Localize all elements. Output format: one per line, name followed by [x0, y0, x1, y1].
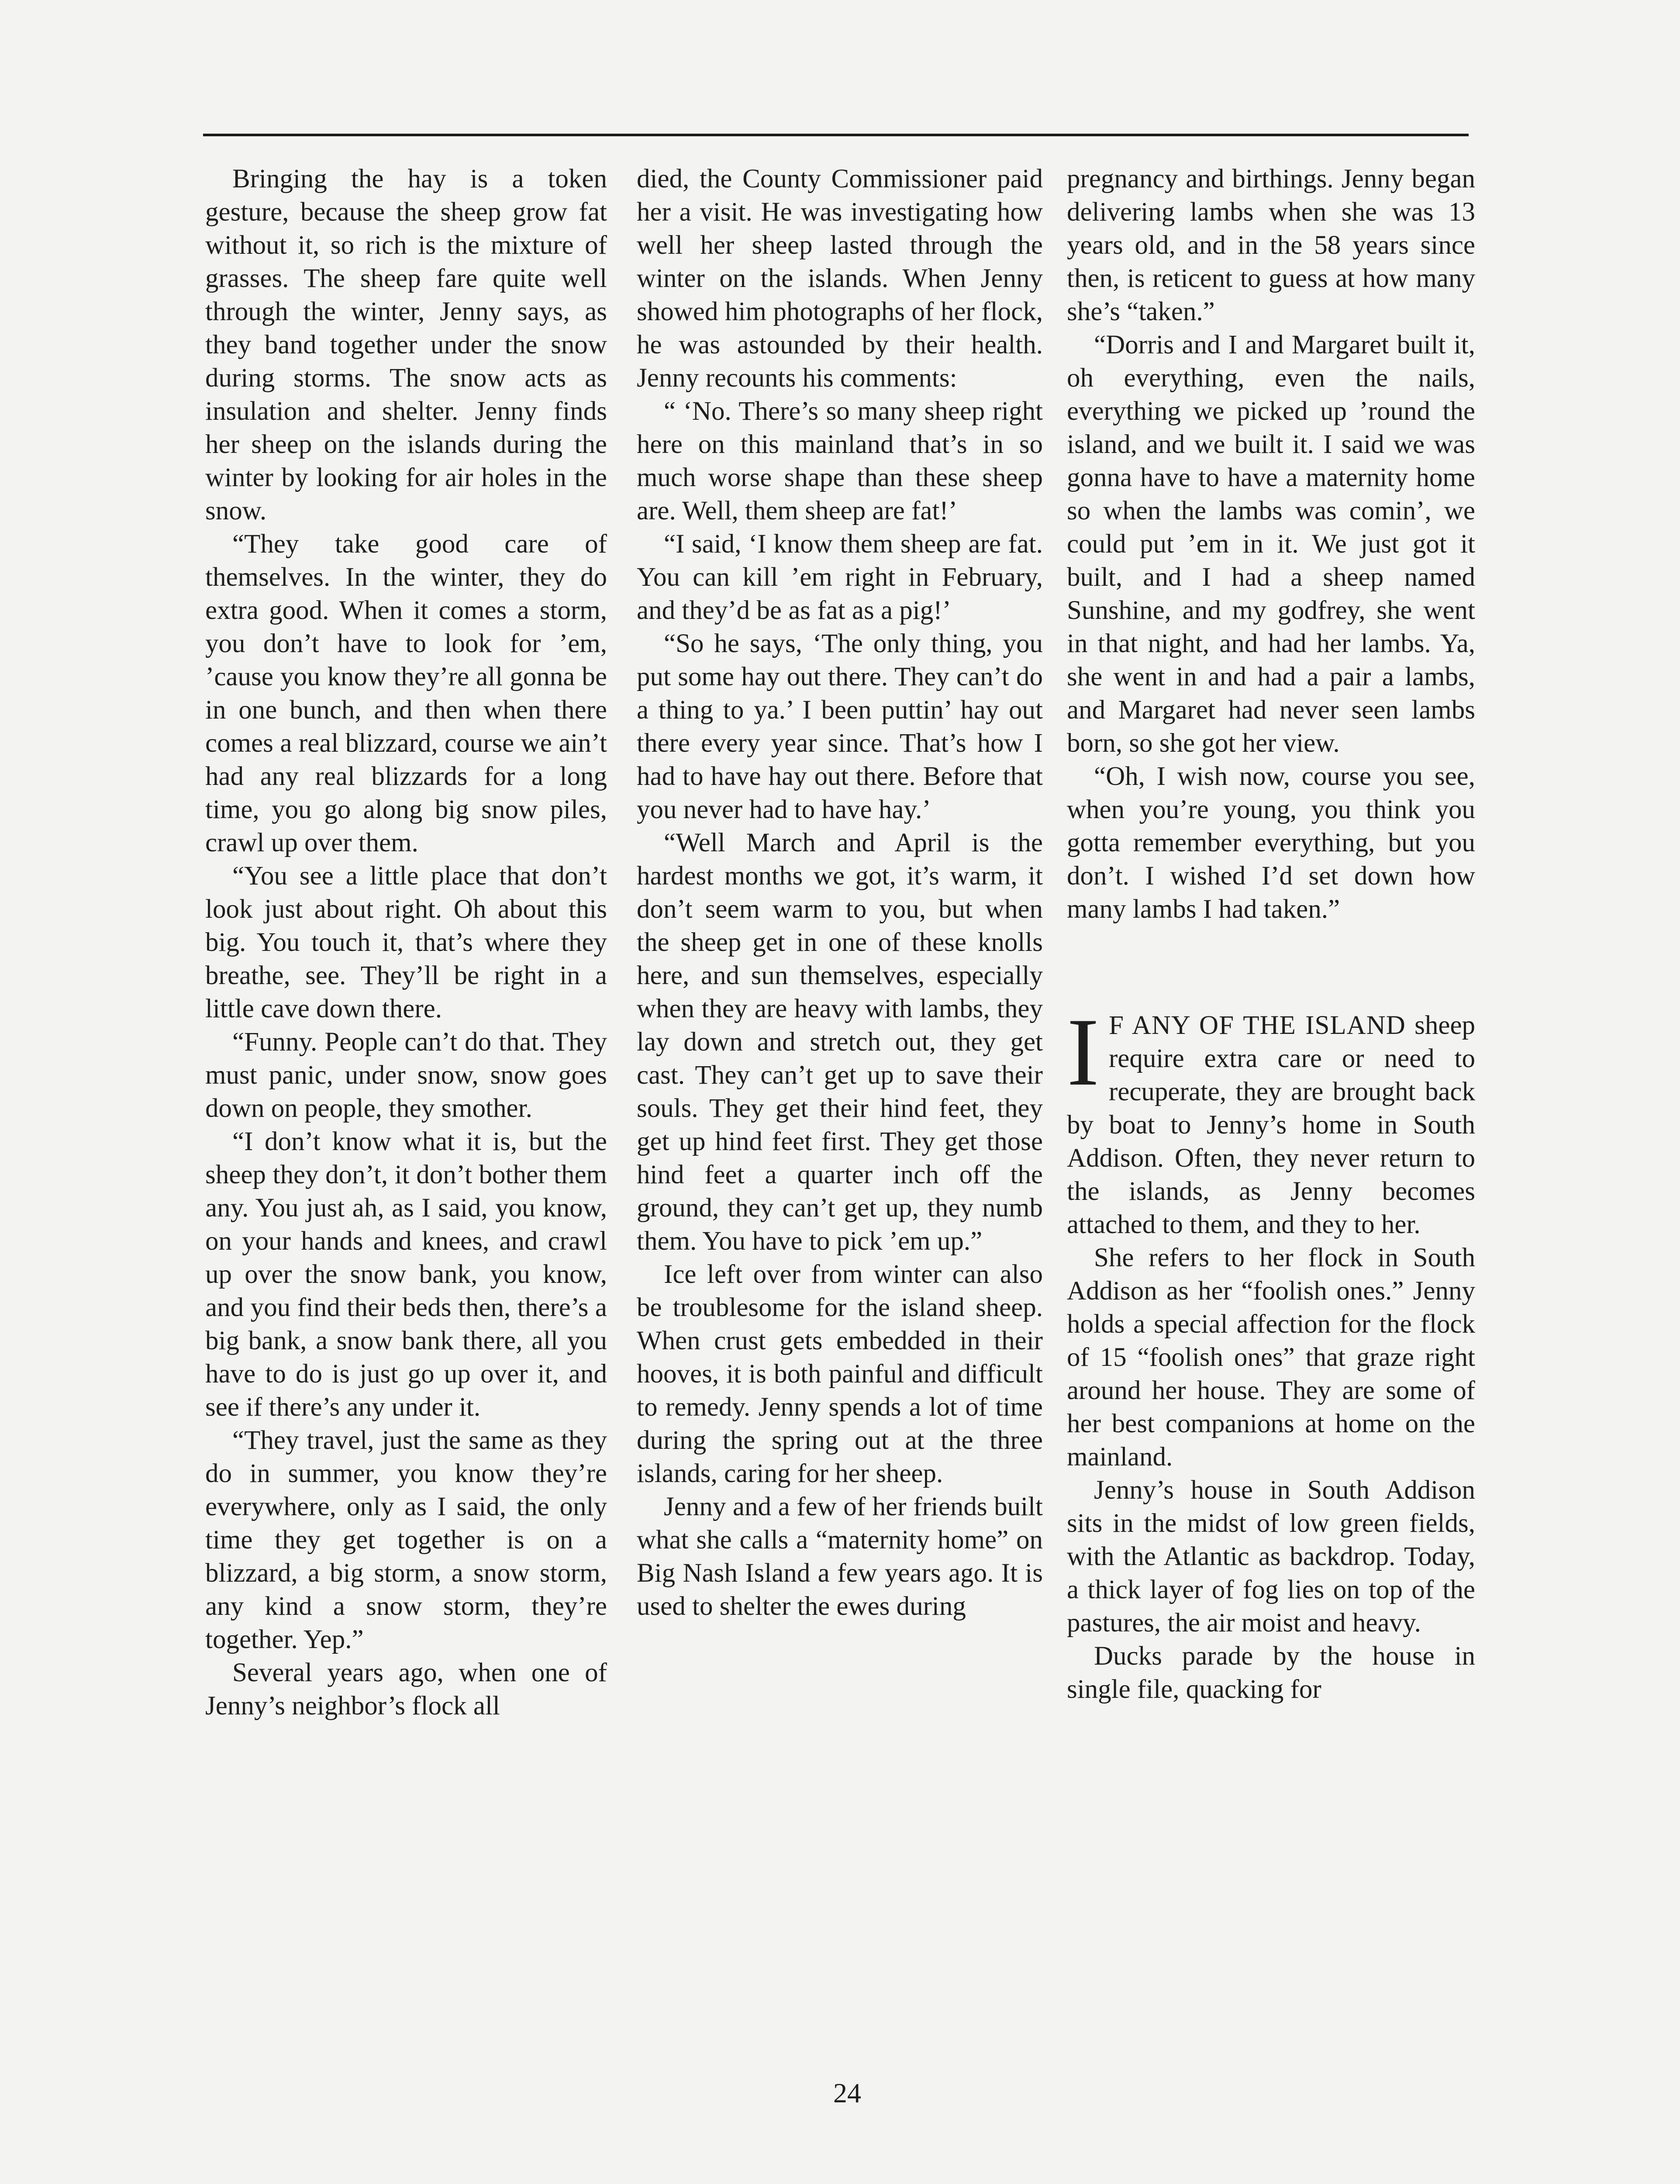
paragraph: “Funny. People can’t do that. They must panic, under snow, snow goes down on people, they smother. — [205, 1027, 607, 1123]
paragraph: Jenny and a few of her friends built what she calls a “maternity home” on Big Nash Island a few years ago. It is used to shelter the ewes during — [637, 1492, 1043, 1621]
paragraph: Ducks parade by the house in single file, quacking for — [1067, 1641, 1475, 1704]
paragraph: “Dorris and I and Margaret built it, oh everything, even the nails, everything we picked up ’round the island, and we built it. I said we was gonna have to have a maternity home so when the lambs was comin’, we could put ’em in it. We just got it built, and I had a sheep named Sunshine, and my godfrey, she went in that night, and had her lambs. Ya, she went in and had a pair a lambs, and Margaret had never seen lambs born, so she got her view. — [1067, 330, 1475, 758]
paragraph: Jenny’s house in South Addison sits in the midst of low green fields, with the Atlantic as backdrop. Today, a thick layer of fog lies on top of the pastures, the air moist and heavy. — [1067, 1476, 1475, 1638]
paragraph: “So he says, ‘The only thing, you put some hay out there. They can’t do a thing to ya.’ I been puttin’ hay out there every year since. That’s how I had to have hay out there. Before that you never had to have hay.’ — [637, 629, 1043, 824]
paragraph-continued: died, the County Commissioner paid her a visit. He was investigating how well her sheep lasted through the winter on the islands. When Jenny showed him photographs of her flock, he was astounded by their health. Jenny recounts his comments: — [637, 164, 1043, 393]
page-number: 24 — [833, 2077, 861, 2108]
paragraph: She refers to her flock in South Addison as her “foolish ones.” Jenny holds a special affection for the flock of 15 “foolish ones” that graze right around her house. They are some of her best companions at home on the mainland. — [1067, 1243, 1475, 1472]
paragraph: “They travel, just the same as they do in summer, you know they’re everywhere, only as I said, the only time they get together is on a blizzard, a big storm, a snow storm, any kind a snow storm, they’re together. Yep.” — [205, 1426, 607, 1654]
drop-cap: I — [1067, 999, 1099, 1106]
article-column-3 — [1067, 162, 1475, 1706]
article-column-1 — [205, 162, 607, 1723]
paragraph: “I don’t know what it is, but the sheep they don’t, it don’t bother them any. You just ah, as I said, you know, on your hands and knees, and crawl up over the snow bank, you know, and you find their beds then, there’s a big bank, a snow bank there, all you have to do is just go up over it, and see if there’s any under it. — [205, 1127, 607, 1422]
paragraph: “They take good care of themselves. In the winter, they do extra good. When it comes a storm, you don’t have to look for ’em, ’cause you know they’re all gonna be in one bunch, and then when there comes a real blizzard, course we ain’t had any real blizzards for a long time, you go along big snow piles, crawl up over them. — [205, 529, 607, 857]
paragraph: Bringing the hay is a token gesture, because the sheep grow fat without it, so rich is the mixture of grasses. The sheep fare quite well through the winter, Jenny says, as they band together under the snow during storms. The snow acts as insulation and shelter. Jenny finds her sheep on the islands during the winter by looking for air holes in the snow. — [205, 164, 607, 525]
lead-in-caps: F ANY OF THE ISLAND — [1108, 1011, 1406, 1040]
paragraph: “You see a little place that don’t look just about right. Oh about this big. You touch it, that’s where they breathe, see. They’ll be right in a little cave down there. — [205, 861, 607, 1023]
paragraph: Several years ago, when one of Jenny’s neighbor’s flock all — [205, 1658, 607, 1721]
paragraph: “ ‘No. There’s so many sheep right here on this mainland that’s in so much worse shape than these sheep are. Well, them sheep are fat!’ — [637, 397, 1043, 525]
section-break — [1067, 926, 1475, 1009]
paragraph: “Oh, I wish now, course you see, when you’re young, you think you gotta remember everything, but you don’t. I wished I’d set down how many lambs I had taken.” — [1067, 762, 1475, 924]
paragraph: Ice left over from winter can also be troublesome for the island sheep. When crust gets embedded in their hooves, it is both painful and difficult to remedy. Jenny spends a lot of time during the spring out at the three islands, caring for her sheep. — [637, 1260, 1043, 1488]
section-opening-text: sheep require extra care or need to recuperate, they are brought back by boat to Jenny’s home in South Addison. Often, they never return to the islands, as Jenny becomes attached to them, and they to her. — [1067, 1011, 1476, 1239]
section-opening-paragraph — [1067, 999, 1476, 1241]
article-column-2 — [637, 162, 1043, 1623]
paragraph-continued: pregnancy and birthings. Jenny began delivering lambs when she was 13 years old, and in the 58 years since then, is reticent to guess at how many she’s “taken.” — [1067, 164, 1475, 326]
paragraph: “Well March and April is the hardest months we got, it’s warm, it don’t seem warm to you, but when the sheep get in one of these knolls here, and sun themselves, especially when they are heavy with lambs, they lay down and stretch out, they get cast. They can’t get up to save their souls. They get their hind feet, they get up hind feet first. They get those hind feet a quarter inch off the ground, they can’t get up, they numb them. You have to pick ’em up.” — [637, 828, 1043, 1256]
paragraph: “I said, ‘I know them sheep are fat. You can kill ’em right in February, and they’d be as fat as a pig!’ — [637, 529, 1043, 625]
header-rule — [203, 134, 1469, 136]
